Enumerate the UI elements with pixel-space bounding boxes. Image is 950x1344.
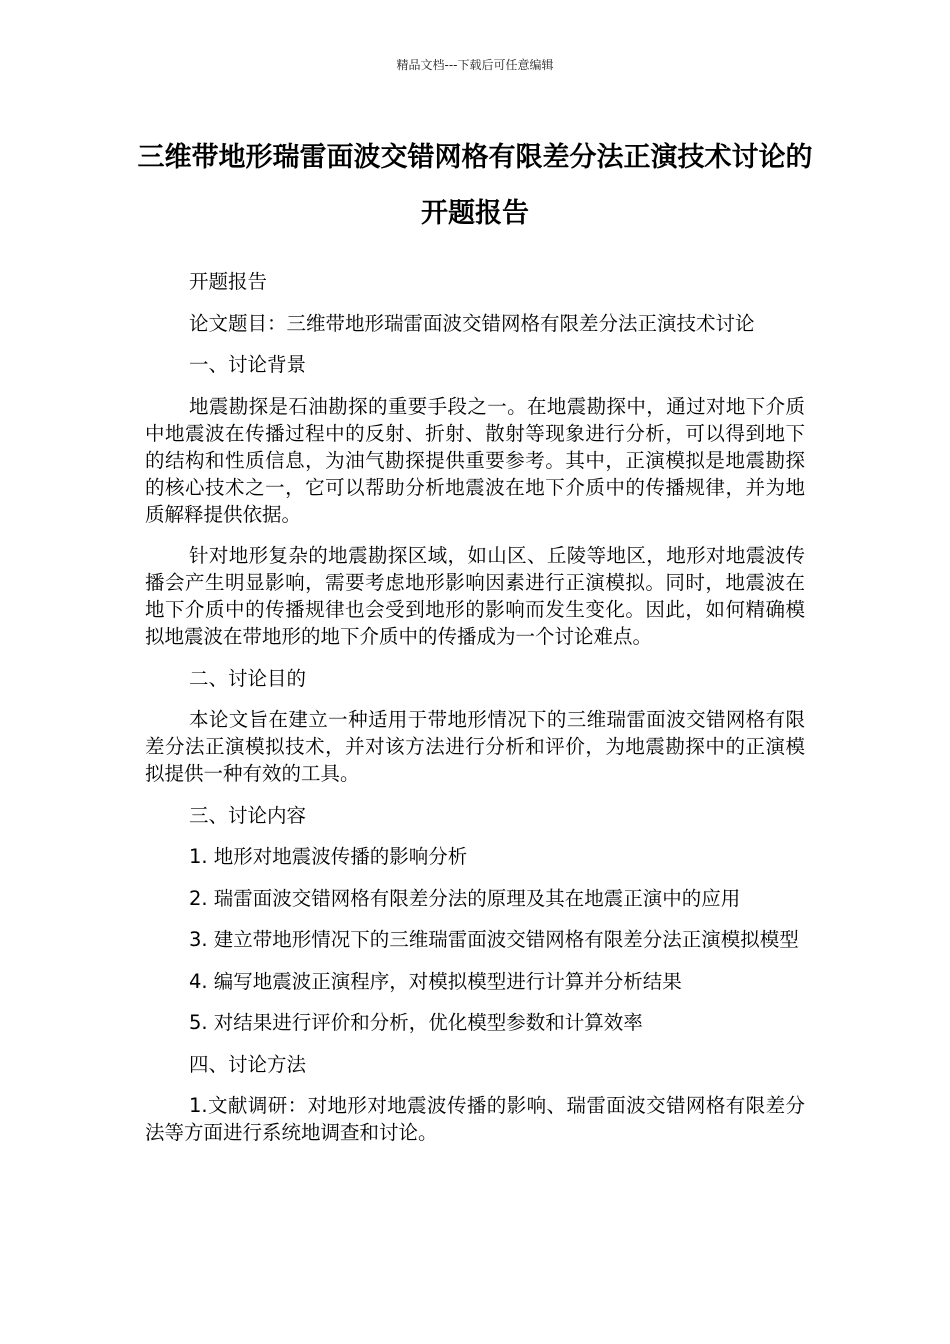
section-label: 开题报告: [189, 270, 268, 293]
document-body: [145, 268, 805, 1161]
paragraph-purpose: 本论文旨在建立一种适用于带地形情况下的三维瑞雷面波交错网格有限差分法正演模拟技术，并对该方法进行分析和评价，为地震勘探中的正演模拟提供一种有效的工具。: [145, 708, 805, 785]
section-heading-content: 三、讨论内容: [189, 803, 307, 827]
page-header: 精品文档---下载后可任意编辑: [396, 58, 554, 72]
content-item-2: 2. 瑞雷面波交错网格有限差分法的原理及其在地震正演中的应用: [189, 886, 741, 910]
section-heading-purpose: 二、讨论目的: [189, 666, 307, 690]
content-item-3: 3. 建立带地形情况下的三维瑞雷面波交错网格有限差分法正演模拟模型: [189, 928, 799, 951]
document-title: 三维带地形瑞雷面波交错网格有限差分法正演技术讨论的开题报告: [137, 142, 813, 229]
paragraph-background-1: 地震勘探是石油勘探的重要手段之一。在地震勘探中，通过对地下介质中地震波在传播过程中的反射、折射、散射等现象进行分析，可以得到地下的结构和性质信息，为油气勘探提供重要参考。其中，正演模拟是地震勘探的核心技术之一，它可以帮助分析地震波在地下介质中的传播规律，并为地质解释提供依据。: [145, 394, 805, 526]
section-heading-method: 四、讨论方法: [189, 1052, 307, 1076]
thesis-title-line: 论文题目：三维带地形瑞雷面波交错网格有限差分法正演技术讨论: [189, 311, 755, 335]
content-item-4: 4. 编写地震波正演程序，对模拟模型进行计算并分析结果: [189, 969, 682, 993]
content-item-5: 5. 对结果进行评价和分析，优化模型参数和计算效率: [189, 1011, 643, 1034]
section-heading-background: 一、讨论背景: [189, 353, 307, 376]
method-item-1: 1.文献调研：对地形对地震波传播的影响、瑞雷面波交错网格有限差分法等方面进行系统地调查和讨论。: [145, 1094, 805, 1144]
paragraph-background-2: 针对地形复杂的地震勘探区域，如山区、丘陵等地区，地形对地震波传播会产生明显影响，需要考虑地形影响因素进行正演模拟。同时，地震波在地下介质中的传播规律也会受到地形的影响而发生变化。因此，如何精确模拟地震波在带地形的地下介质中的传播成为一个讨论难点。: [145, 544, 805, 648]
content-item-1: 1. 地形对地震波传播的影响分析: [189, 845, 468, 868]
